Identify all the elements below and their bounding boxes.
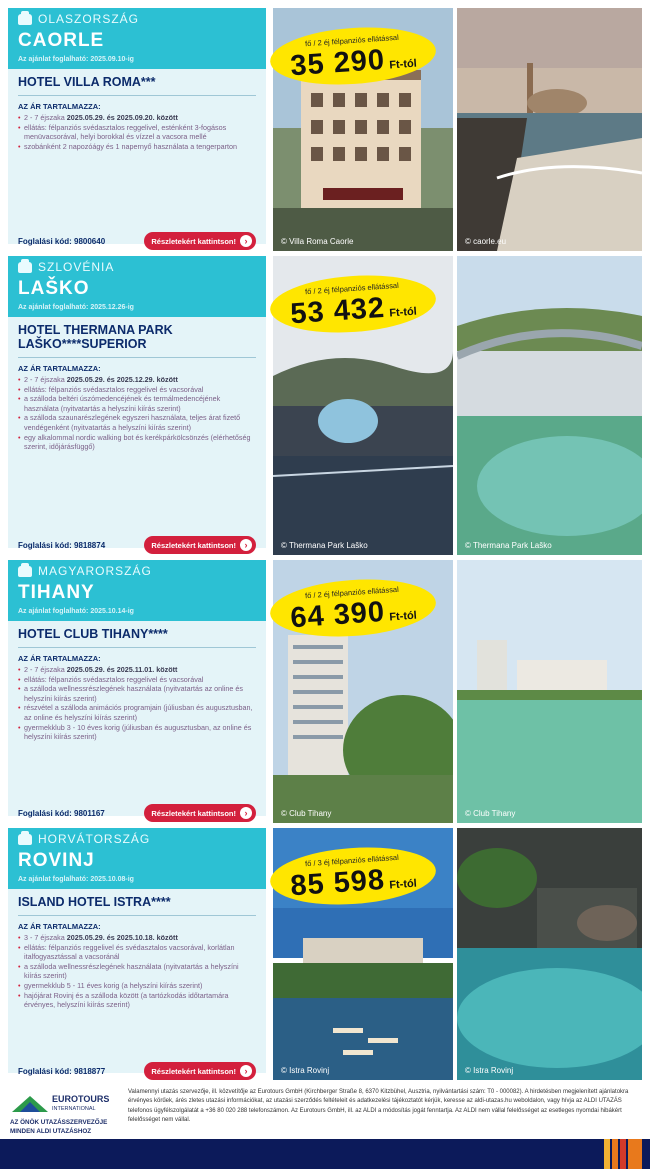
country-name: HORVÁTORSZÁG	[38, 832, 151, 846]
country-name: MAGYARORSZÁG	[38, 564, 152, 578]
bullet-text: ellátás: félpanziós svédasztalos reggelivel és vacsorával	[24, 674, 204, 684]
arrow-right-icon: ›	[240, 235, 252, 247]
bullet-text: gyermekklub 3 - 10 éves korig (júliusban és augusztusban, az online és helyszíni kiírás szerint)	[24, 722, 252, 742]
price-note: fő / 3 éj félpanziós ellátással	[304, 852, 400, 869]
list-item	[18, 413, 256, 432]
country-name: OLASZORSZÁG	[38, 12, 140, 26]
bullet-text: 2 - 7 éjszaka	[24, 665, 67, 674]
list-item	[18, 933, 256, 943]
booking-code: Foglalási kód: 9818874	[18, 540, 106, 550]
offer-details	[8, 889, 266, 1073]
details-button[interactable]	[144, 536, 256, 554]
offer-header	[8, 560, 266, 621]
booking-code: Foglalási kód: 9818877	[18, 1066, 106, 1076]
car-icon	[18, 262, 32, 273]
price-unit: Ft-tól	[388, 57, 418, 72]
price-amount: 85 598	[289, 863, 387, 903]
offer-details	[8, 621, 266, 816]
bullet-text: részvétel a szálloda animációs programjain (júliusban és augusztusban, az online és helyszíni kiírás szerint)	[24, 703, 253, 722]
divider	[18, 357, 256, 358]
slogan-line1: AZ ÖNÖK UTAZÁSSZERVEZŐJE	[10, 1119, 108, 1126]
details-button[interactable]	[144, 804, 256, 822]
bullet-text: 3 - 7 éjszaka	[24, 933, 67, 942]
details-button-label: Részletekért kattintson!	[151, 540, 236, 550]
bullet-text: ellátás: félpanziós svédasztalos reggelivel és vacsorával	[24, 384, 204, 394]
arrow-right-icon: ›	[240, 1065, 252, 1077]
bullet-text: egy alkalommal nordic walking bot és kerékpárkölcsönzés (elérhetőség szerint, időjárásfüggő)	[24, 432, 251, 452]
list-item	[18, 943, 256, 962]
arrow-right-icon: ›	[240, 539, 252, 551]
offer-header	[8, 828, 266, 889]
availability: Az ajánlat foglalható: 2025.12.26-ig	[18, 304, 134, 311]
photo-credit: © Thermana Park Laško	[465, 541, 552, 550]
bullet-text: 2 - 7 éjszaka	[24, 375, 67, 384]
photo-credit: © Istra Rovinj	[465, 1066, 514, 1075]
photo-credit: © Istra Rovinj	[281, 1066, 330, 1075]
offer-rovinj	[8, 828, 642, 1080]
price-amount: 64 390	[289, 595, 387, 635]
photo-credit: © Villa Roma Caorle	[281, 237, 354, 246]
price-unit: Ft-tól	[388, 877, 418, 892]
offer-header	[8, 8, 266, 69]
offer-details	[8, 317, 266, 548]
offer-footer	[18, 536, 256, 554]
car-icon	[18, 566, 32, 577]
bullet-text: 2 - 7 éjszaka	[24, 113, 67, 122]
divider	[18, 95, 256, 96]
offer-info	[8, 256, 266, 555]
page-footer	[0, 1084, 650, 1139]
list-item	[18, 981, 256, 991]
availability: Az ajánlat foglalható: 2025.09.10-ig	[18, 56, 134, 63]
list-item	[18, 385, 256, 395]
hotel-name: ISLAND HOTEL ISTRA****	[18, 895, 171, 909]
list-item	[18, 962, 256, 981]
photo-credit: © Club Tihany	[465, 809, 516, 818]
city-name: ROVINJ	[18, 850, 95, 871]
bullet-text: a szálloda wellnessrészlegének használata (nyitvatartás az online és helyszíni kiírás szerint)	[24, 684, 243, 703]
stripe	[628, 1139, 642, 1169]
hotel-name: HOTEL VILLA ROMA***	[18, 75, 156, 89]
slogan-line2: MINDEN ALDI UTAZÁSHOZ	[10, 1128, 92, 1135]
offer-tihany	[8, 560, 642, 823]
offer-info	[8, 560, 266, 823]
bullet-text: szobánként 2 napozóágy és 1 napernyő használata a tengerparton	[24, 141, 237, 151]
city-name: CAORLE	[18, 30, 105, 51]
availability: Az ajánlat foglalható: 2025.10.08-ig	[18, 876, 134, 883]
price-unit: Ft-tól	[388, 609, 418, 624]
details-button-label: Részletekért kattintson!	[151, 1066, 236, 1076]
offer-lasko	[8, 256, 642, 555]
details-button[interactable]	[144, 1062, 256, 1080]
photo-credit: © Thermana Park Laško	[281, 541, 368, 550]
hotel-name: HOTEL THERMANA PARK LAŠKO****SUPERIOR	[18, 323, 173, 351]
logo-brand: EUROTOURS	[52, 1094, 110, 1104]
country-label	[18, 12, 256, 26]
logo-sub: INTERNATIONAL	[52, 1106, 96, 1112]
price-note: fő / 2 éj félpanziós ellátással	[304, 32, 400, 49]
bullet-dates: 2025.05.29. és 2025.10.18. között	[66, 933, 178, 942]
list-item	[18, 723, 256, 742]
destination-photo	[457, 256, 642, 555]
list-item	[18, 394, 256, 413]
list-item	[18, 675, 256, 685]
list-item	[18, 113, 256, 123]
bullet-text: gyermekklub 5 - 11 éves korig (a helyszíni kiírás szerint)	[24, 980, 203, 990]
city-name: TIHANY	[18, 582, 95, 603]
destination-photo	[457, 828, 642, 1080]
country-name: SZLOVÉNIA	[38, 260, 115, 274]
list-item	[18, 142, 256, 152]
bullet-dates: 2025.05.29. és 2025.11.01. között	[66, 665, 178, 674]
price-note: fő / 2 éj félpanziós ellátással	[304, 584, 400, 601]
bullet-text: a szálloda wellnessrészlegének használata (nyitvatartás a helyszíni kiírás szerint)	[24, 961, 239, 981]
list-item	[18, 375, 256, 385]
brand-stripe	[0, 1139, 650, 1169]
hotel-name: HOTEL CLUB TIHANY****	[18, 627, 168, 641]
details-button-label: Részletekért kattintson!	[151, 808, 236, 818]
booking-code: Foglalási kód: 9801167	[18, 808, 105, 818]
eurotours-logo	[8, 1088, 118, 1136]
list-item	[18, 123, 256, 142]
includes-title: AZ ÁR TARTALMAZZA:	[18, 922, 101, 931]
photo-credit: © Club Tihany	[281, 809, 332, 818]
offer-details	[8, 69, 266, 244]
offer-info	[8, 828, 266, 1080]
destination-photo	[457, 8, 642, 251]
stripe	[612, 1139, 618, 1169]
city-name: LAŠKO	[18, 278, 90, 299]
country-label	[18, 564, 256, 578]
details-button[interactable]	[144, 232, 256, 250]
offer-caorle	[8, 8, 642, 251]
bullet-text: ellátás: félpanziós reggelivel és svédasztalos vacsorával, korlátlan italfogyasztással a vacsoránál	[24, 942, 235, 962]
stripe	[604, 1139, 610, 1169]
price-amount: 53 432	[289, 291, 387, 331]
offer-info	[8, 8, 266, 251]
bullet-text: a szálloda beltéri úszómedencéjének és termálmedencéjének használata (nyitvatartás a helyszíni kiírás szerint)	[24, 394, 221, 413]
booking-code: Foglalási kód: 9800640	[18, 236, 106, 246]
includes-title: AZ ÁR TARTALMAZZA:	[18, 654, 101, 663]
offer-footer	[18, 804, 256, 822]
list-item	[18, 991, 256, 1010]
list-item	[18, 665, 256, 675]
list-item	[18, 703, 256, 722]
legal-text: Valamennyi utazás szervezője, ill. közvetítője az Eurotours GmbH (Kirchberger Straße 8, 6370 Kitzbühel, Ausztria, nyilvántartási szám: T0 - 000082). A hirdetésben megjelenített ajánlatokra érvényes körűek, árés zletes utazási információkat, az utazási szerződés feltételeit és adatkezelési tájékoztatót kérjük, keresse az aldi-utazas.hu weboldalon, vagy hívja az ALDI UTAZÁS telefonos ügyfélszolgálatát a +36 80 020 288 telefonszámon. Az Eurotours GmbH, ill. az ALDI a módosítás jogát fenntartja. Az ALDI nem vállal felelősséget az esetleges nyomdai hibákért felelősséget nem vállal.	[128, 1089, 629, 1124]
price-unit: Ft-tól	[388, 305, 418, 320]
list-item	[18, 684, 256, 703]
list-item	[18, 433, 256, 452]
offer-header	[8, 256, 266, 317]
offer-footer	[18, 1062, 256, 1080]
destination-photo	[457, 560, 642, 823]
stripe	[620, 1139, 626, 1169]
photo-credit: © caorle.eu	[465, 237, 507, 246]
bullet-text: hajójárat Rovinj és a szálloda között (a tartózkodás időtartamára érvényes, helyszíni kiírás szerint)	[24, 990, 229, 1010]
country-label	[18, 260, 256, 274]
availability: Az ajánlat foglalható: 2025.10.14-ig	[18, 608, 134, 615]
divider	[18, 915, 256, 916]
details-button-label: Részletekért kattintson!	[151, 236, 236, 246]
divider	[18, 647, 256, 648]
includes-title: AZ ÁR TARTALMAZZA:	[18, 102, 101, 111]
car-icon	[18, 834, 32, 845]
bullet-dates: 2025.05.29. és 2025.09.20. között	[66, 113, 178, 122]
includes-title: AZ ÁR TARTALMAZZA:	[18, 364, 101, 373]
car-icon	[18, 14, 32, 25]
arrow-right-icon: ›	[240, 807, 252, 819]
bullet-dates: 2025.05.29. és 2025.12.29. között	[66, 375, 178, 384]
bullet-text: ellátás: félpanziós svédasztalos reggelivel, esténként 3-fogásos menüvacsorával, helyi borokkal és vízzel a vacsora mellé	[24, 122, 227, 142]
price-amount: 35 290	[289, 43, 387, 83]
offer-footer	[18, 232, 256, 250]
country-label	[18, 832, 256, 846]
bullet-text: a szálloda szaunarészlegének egyszeri használata, teljes árat fizető vendégenként (nyitvatartás a helyszíni kiírás szerint)	[24, 413, 241, 432]
price-note: fő / 2 éj félpanziós ellátással	[304, 280, 400, 297]
